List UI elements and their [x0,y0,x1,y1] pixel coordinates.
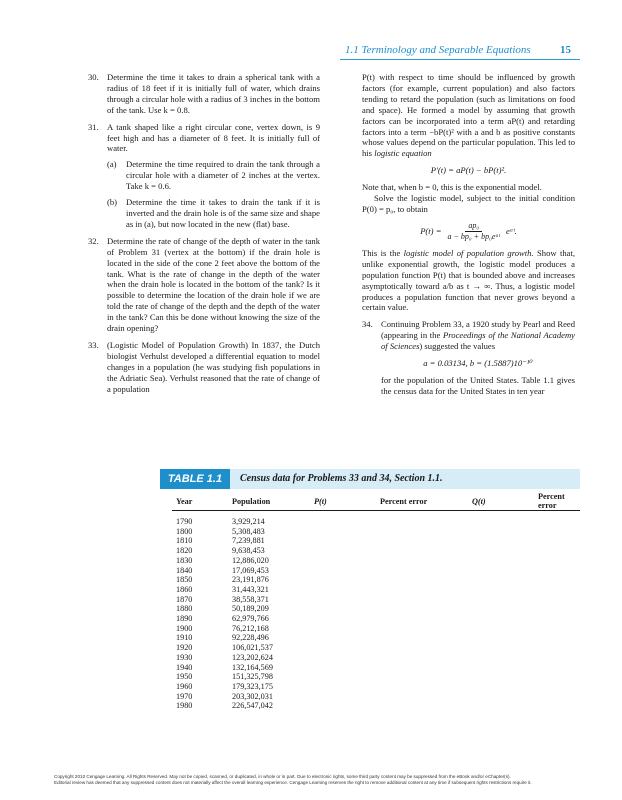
equation-logistic: P′(t) = aP(t) − bP(t)². [430,165,507,176]
cell-population: 17,069,453 [232,565,269,575]
table-badge: TABLE 1.1 [160,469,230,489]
cell-empty [376,604,468,614]
table-row [172,624,580,634]
problem-number: 31. [88,121,99,132]
journal-title: Proceedings of the National Academy of Sciences [381,330,575,352]
table-row [172,701,580,711]
paragraph: for the population of the United States. Table 1.1 gives the census data for the United States in ten year [381,374,575,396]
cell-population: 179,323,175 [232,681,273,691]
cell-empty [376,692,468,702]
cell-empty [376,643,468,653]
cell-empty [376,653,468,663]
cell-year: 1950 [176,672,193,682]
cell-empty [376,511,468,527]
cell-population: 62,979,766 [232,614,269,624]
cell-year: 1840 [176,565,193,575]
cell-empty [376,536,468,546]
cell-population: 23,191,876 [232,575,269,585]
cell-year: 1850 [176,575,193,585]
problem-number: 33. [88,339,99,350]
cell-empty [310,511,376,527]
col-header-percent-error-2: Percent error [534,492,580,511]
cell-year: 1970 [176,691,193,701]
cell-empty [310,701,376,711]
problem-31a [107,159,320,192]
cell-population: 5,308,483 [232,526,265,536]
table-row [172,595,580,605]
cell-empty [376,575,468,585]
subproblem-label: (a) [107,159,117,170]
col-header-population: Population [228,492,310,511]
cell-empty [468,575,534,585]
cell-population: 9,638,453 [232,546,265,556]
header-rule [340,59,580,60]
cell-empty [534,536,580,546]
cell-empty [310,536,376,546]
cell-empty [468,546,534,556]
cell-population: 203,302,031 [232,691,273,701]
col-header-q: Q(t) [468,492,534,511]
cell-empty [376,595,468,605]
cell-empty [310,556,376,566]
paragraph: Solve the logistic model, subject to the initial condition P(0) = p₀, to obtain [362,193,575,214]
cell-empty [468,624,534,634]
cell-empty [468,595,534,605]
cell-year: 1830 [176,555,193,565]
problem-text: A tank shaped like a right circular cone, vertex down, is 9 feet high and has a diameter of 8 feet. It is initially full of water. [107,121,320,154]
cell-empty [468,633,534,643]
table-row [172,672,580,682]
problem-text: (Logistic Model of Population Growth) In 1837, the Dutch biologist Verhulst developed a differential equation to model changes in a population (he was studying fish populations in the Adriatic Sea). Verhulst reasoned that the rate of change of a population [107,339,320,394]
left-column [88,72,320,400]
cell-population: 123,202,624 [232,652,273,662]
cell-empty [534,624,580,634]
table-row [172,682,580,692]
table-row [172,536,580,546]
cell-empty [534,511,580,527]
cell-empty [534,575,580,585]
cell-year: 1810 [176,536,193,546]
census-table [172,492,580,711]
cell-empty [376,585,468,595]
table-row [172,546,580,556]
subproblem-label: (b) [107,197,118,208]
col-header-p: P(t) [310,492,376,511]
cell-empty [376,527,468,537]
cell-population: 92,228,496 [232,633,269,643]
table-row [172,633,580,643]
cell-empty [310,566,376,576]
text-run: ) suggested the values [419,341,496,352]
cell-year: 1820 [176,546,193,556]
cell-empty [468,643,534,653]
col-header-percent-error: Percent error [376,492,468,511]
cell-empty [310,614,376,624]
problem-33 [88,340,320,395]
cell-empty [376,556,468,566]
table-row [172,585,580,595]
cell-population: 7,239,881 [232,536,265,546]
cell-empty [468,682,534,692]
table-row [172,527,580,537]
problem-30 [88,72,320,116]
cell-empty [468,663,534,673]
cell-empty [310,585,376,595]
subproblem-text: Determine the time required to drain the tank through a circular hole with a diameter of 2 inches at the vertex. Take k = 0.6. [126,159,320,192]
cell-empty [310,643,376,653]
cell-empty [468,604,534,614]
term-logistic-model: logistic model of population growth. [403,247,534,258]
term-logistic-equation: logistic equation [374,148,432,159]
table-row [172,663,580,673]
cell-empty [468,556,534,566]
cell-year: 1960 [176,681,193,691]
cell-year: 1890 [176,614,193,624]
cell-empty [310,595,376,605]
problem-number: 34. [362,319,373,330]
problem-number: 30. [88,72,99,82]
table-row [172,692,580,702]
cell-population: 106,021,537 [232,643,273,653]
table-row [172,643,580,653]
cell-empty [534,643,580,653]
page-number: 15 [560,44,571,56]
cell-population: 226,547,042 [232,701,273,711]
cell-year: 1870 [176,594,193,604]
cell-empty [534,595,580,605]
cell-empty [376,624,468,634]
cell-empty [468,566,534,576]
paragraph [362,248,575,313]
text-run: Show that, unlike exponential growth, the logistic model produces a population function P(t) that is bounded above and increases asymptotically toward a/b as t → ∞. Thus, a logistic model produces a population function that never grows beyond a certain value. [362,247,576,313]
cell-empty [376,701,468,711]
subproblem-text: Determine the time it takes to drain the tank if it is inverted and the drain hole is of the same size and shape as in (a), but now located in the new (flat) base. [126,197,320,229]
equation-constants: a = 0.03134, b = (1.5887)10⁻¹⁰ [423,358,533,369]
paragraph: Note that, when b = 0, this is the exponential model. [362,182,542,193]
cell-population: 76,212,168 [232,623,269,633]
problem-32 [88,236,320,334]
cell-empty [376,663,468,673]
cell-empty [310,604,376,614]
cell-empty [310,575,376,585]
table-row [172,566,580,576]
equation-solution [362,221,575,242]
table-header-row [172,492,580,511]
cell-population: 38,558,371 [232,594,269,604]
cell-population: 151,325,798 [232,672,273,682]
cell-population: 132,164,569 [232,662,273,672]
cell-empty [534,682,580,692]
cell-empty [376,682,468,692]
cell-empty [534,692,580,702]
text-run: This is the [362,247,401,258]
cell-empty [534,672,580,682]
fraction-denominator: a − bp₀ + bp₀eᵃᵗ [447,231,500,241]
cell-empty [376,566,468,576]
table-body [172,511,580,712]
cell-empty [534,566,580,576]
problem-number: 32. [88,235,99,246]
cell-empty [310,653,376,663]
cell-empty [310,672,376,682]
fraction-numerator: ap₀ [465,221,482,232]
cell-empty [310,682,376,692]
equation-lhs: P(t) = [420,225,442,236]
cell-year: 1940 [176,662,193,672]
cell-population: 50,189,209 [232,604,269,614]
problem-31b [107,197,320,230]
cell-empty [534,585,580,595]
cell-empty [468,585,534,595]
cell-empty [310,633,376,643]
equation-rhs: eᵃᵗ. [505,225,517,236]
table-row [172,614,580,624]
cell-empty [534,614,580,624]
problem-text: Determine the time it takes to drain a spherical tank with a radius of 18 feet if it is initially full of water, which drains through a circular hole with a radius of 3 inches in the bottom of the tank. Use k = 0.8. [107,72,320,115]
cell-empty [310,663,376,673]
cell-year: 1800 [176,526,193,536]
problem-34 [362,319,575,396]
cell-year: 1900 [176,623,193,633]
cell-year: 1930 [176,652,193,662]
cell-empty [310,624,376,634]
table-row [172,575,580,585]
section-title: 1.1 Terminology and Separable Equations [345,44,531,56]
cell-empty [468,511,534,527]
table-caption: Census data for Problems 33 and 34, Section 1.1. [240,473,443,484]
cell-year: 1860 [176,584,193,594]
cell-empty [468,701,534,711]
cell-empty [534,556,580,566]
col-header-year: Year [172,492,228,511]
cell-empty [534,701,580,711]
problem-31 [88,122,320,230]
cell-empty [310,527,376,537]
cell-empty [534,653,580,663]
cell-year: 1920 [176,643,193,653]
table-row [172,556,580,566]
footer-line: Copyright 2010 Cengage Learning. All Rights Reserved. May not be copied, scanned, or duplicated, in whole or in part. Due to electronic rights, some third party content may be suppressed from the eBook and/or eChapter(s). [54,774,511,779]
cell-empty [534,604,580,614]
cell-year: 1790 [176,517,193,526]
cell-year: 1980 [176,701,193,711]
cell-empty [468,614,534,624]
table-row [172,604,580,614]
cell-empty [468,672,534,682]
text-run: P(t) with respect to time should be influenced by growth factors (for example, current population) and also factors tending to retard the population (such as limitations on food and space). He formed a model by assuming that growth factors can be incorporated into a term aP(t) and retarding factors into a term −bP(t)² with a and b as positive constants whose values depend on the particular population. This led to his [362,72,575,159]
cell-empty [376,614,468,624]
cell-population: 31,443,321 [232,584,269,594]
cell-empty [534,633,580,643]
cell-empty [376,546,468,556]
cell-empty [534,546,580,556]
table-row [172,653,580,663]
cell-empty [468,536,534,546]
copyright-footer [54,774,574,786]
cell-empty [310,692,376,702]
fraction [445,221,503,242]
cell-year: 1910 [176,633,193,643]
text-run: Continuing Problem 33, a 1920 study by Pearl and Reed (appearing in the [381,319,575,341]
right-column [362,72,575,403]
paragraph [362,72,575,159]
cell-empty [468,692,534,702]
problem-text: Determine the rate of change of the depth of water in the tank of Problem 31 (vertex at the bottom) if the drain hole is located in the side of the cone 2 feet above the bottom of the tank. What is the rate of change in the depth of the water when the drain hole is located in the bottom of the tank? Is it possible to determine the location of the drain hole if we are told the rate of change of the depth and the depth of the water in the tank? Can this be done without knowing the size of the drain opening? [107,235,320,334]
footer-line: Editorial review has deemed that any suppressed content does not materially affect the overall learning experience. Cengage Learning reserves the right to remove additional content at any time if subsequent rights restrictions require it. [54,780,532,785]
cell-population: 12,886,020 [232,555,269,565]
cell-population: 3,929,214 [232,517,265,526]
cell-empty [376,672,468,682]
cell-empty [468,527,534,537]
cell-empty [310,546,376,556]
cell-empty [534,527,580,537]
cell-year: 1880 [176,604,193,614]
cell-empty [534,663,580,673]
table-row [172,511,580,527]
cell-empty [376,633,468,643]
cell-empty [468,653,534,663]
